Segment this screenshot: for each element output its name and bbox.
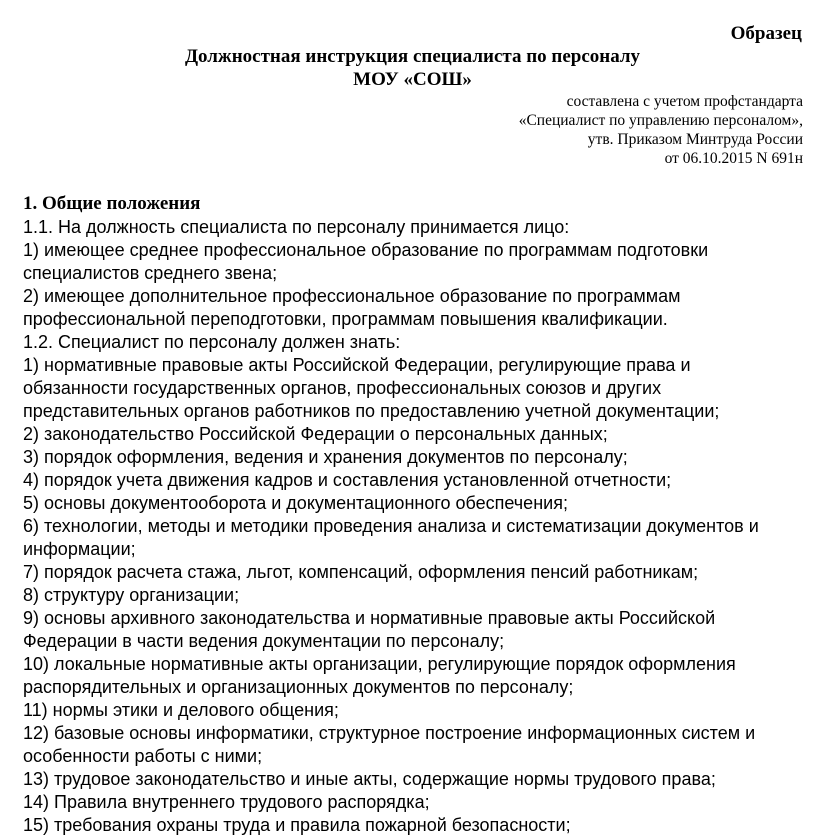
text-line: 1.1. На должность специалиста по персоналу принимается лицо:	[23, 217, 570, 237]
text-line: 4) порядок учета движения кадров и составления установленной отчетности;	[23, 470, 672, 490]
standard-reference-line: «Специалист по управлению персоналом»,	[518, 112, 803, 129]
text-line: обязанности государственных органов, профессиональных союзов и других	[23, 378, 662, 398]
text-line: 7) порядок расчета стажа, льгот, компенсаций, оформления пенсий работникам;	[23, 562, 699, 582]
text-line: распорядительных и организационных документов по персоналу;	[23, 677, 574, 697]
text-line: 1) имеющее среднее профессиональное образование по программам подготовки	[23, 240, 709, 260]
text-line: 5) основы документооборота и документационного обеспечения;	[23, 493, 568, 513]
text-line: 10) локальные нормативные акты организации, регулирующие порядок оформления	[23, 654, 736, 674]
standard-reference	[519, 92, 803, 168]
text-line: 1.2. Специалист по персоналу должен знать:	[23, 332, 401, 352]
text-line: специалистов среднего звена;	[23, 263, 278, 283]
text-line: 13) трудовое законодательство и иные акты, содержащие нормы трудового права;	[23, 769, 716, 789]
text-line: информации;	[23, 539, 136, 559]
text-line: 2) имеющее дополнительное профессиональное образование по программам	[23, 286, 681, 306]
text-line: 6) технологии, методы и методики проведения анализа и систематизации документов и	[23, 516, 759, 536]
text-line: 14) Правила внутреннего трудового распорядка;	[23, 792, 430, 812]
organization-name: МОУ «СОШ»	[353, 69, 472, 90]
standard-reference-line: утв. Приказом Минтруда России	[587, 131, 803, 148]
section-body	[23, 216, 803, 837]
text-line: профессиональной переподготовки, программам повышения квалификации.	[23, 309, 668, 329]
document-title: Должностная инструкция специалиста по персоналу	[184, 46, 641, 67]
text-line: Федерации в части ведения документации по персоналу;	[23, 631, 505, 651]
text-line: особенности работы с ними;	[23, 746, 263, 766]
text-line: 15) требования охраны труда и правила пожарной безопасности;	[23, 815, 571, 835]
standard-reference-line: от 06.10.2015 N 691н	[664, 150, 803, 167]
standard-reference-line: составлена с учетом профстандарта	[566, 93, 803, 110]
text-line: 8) структуру организации;	[23, 585, 240, 605]
text-line: 2) законодательство Российской Федерации о персональных данных;	[23, 424, 608, 444]
section-heading: 1. Общие положения	[23, 193, 201, 214]
text-line: 3) порядок оформления, ведения и хранения документов по персоналу;	[23, 447, 628, 467]
text-line: представительных органов работников по предоставлению учетной документации;	[23, 401, 720, 421]
text-line: 12) базовые основы информатики, структурное построение информационных систем и	[23, 723, 756, 743]
sample-label: Образец	[730, 23, 802, 44]
text-line: 11) нормы этики и делового общения;	[23, 700, 339, 720]
text-line: 1) нормативные правовые акты Российской Федерации, регулирующие права и	[23, 355, 691, 375]
text-line: 9) основы архивного законодательства и нормативные правовые акты Российской	[23, 608, 716, 628]
